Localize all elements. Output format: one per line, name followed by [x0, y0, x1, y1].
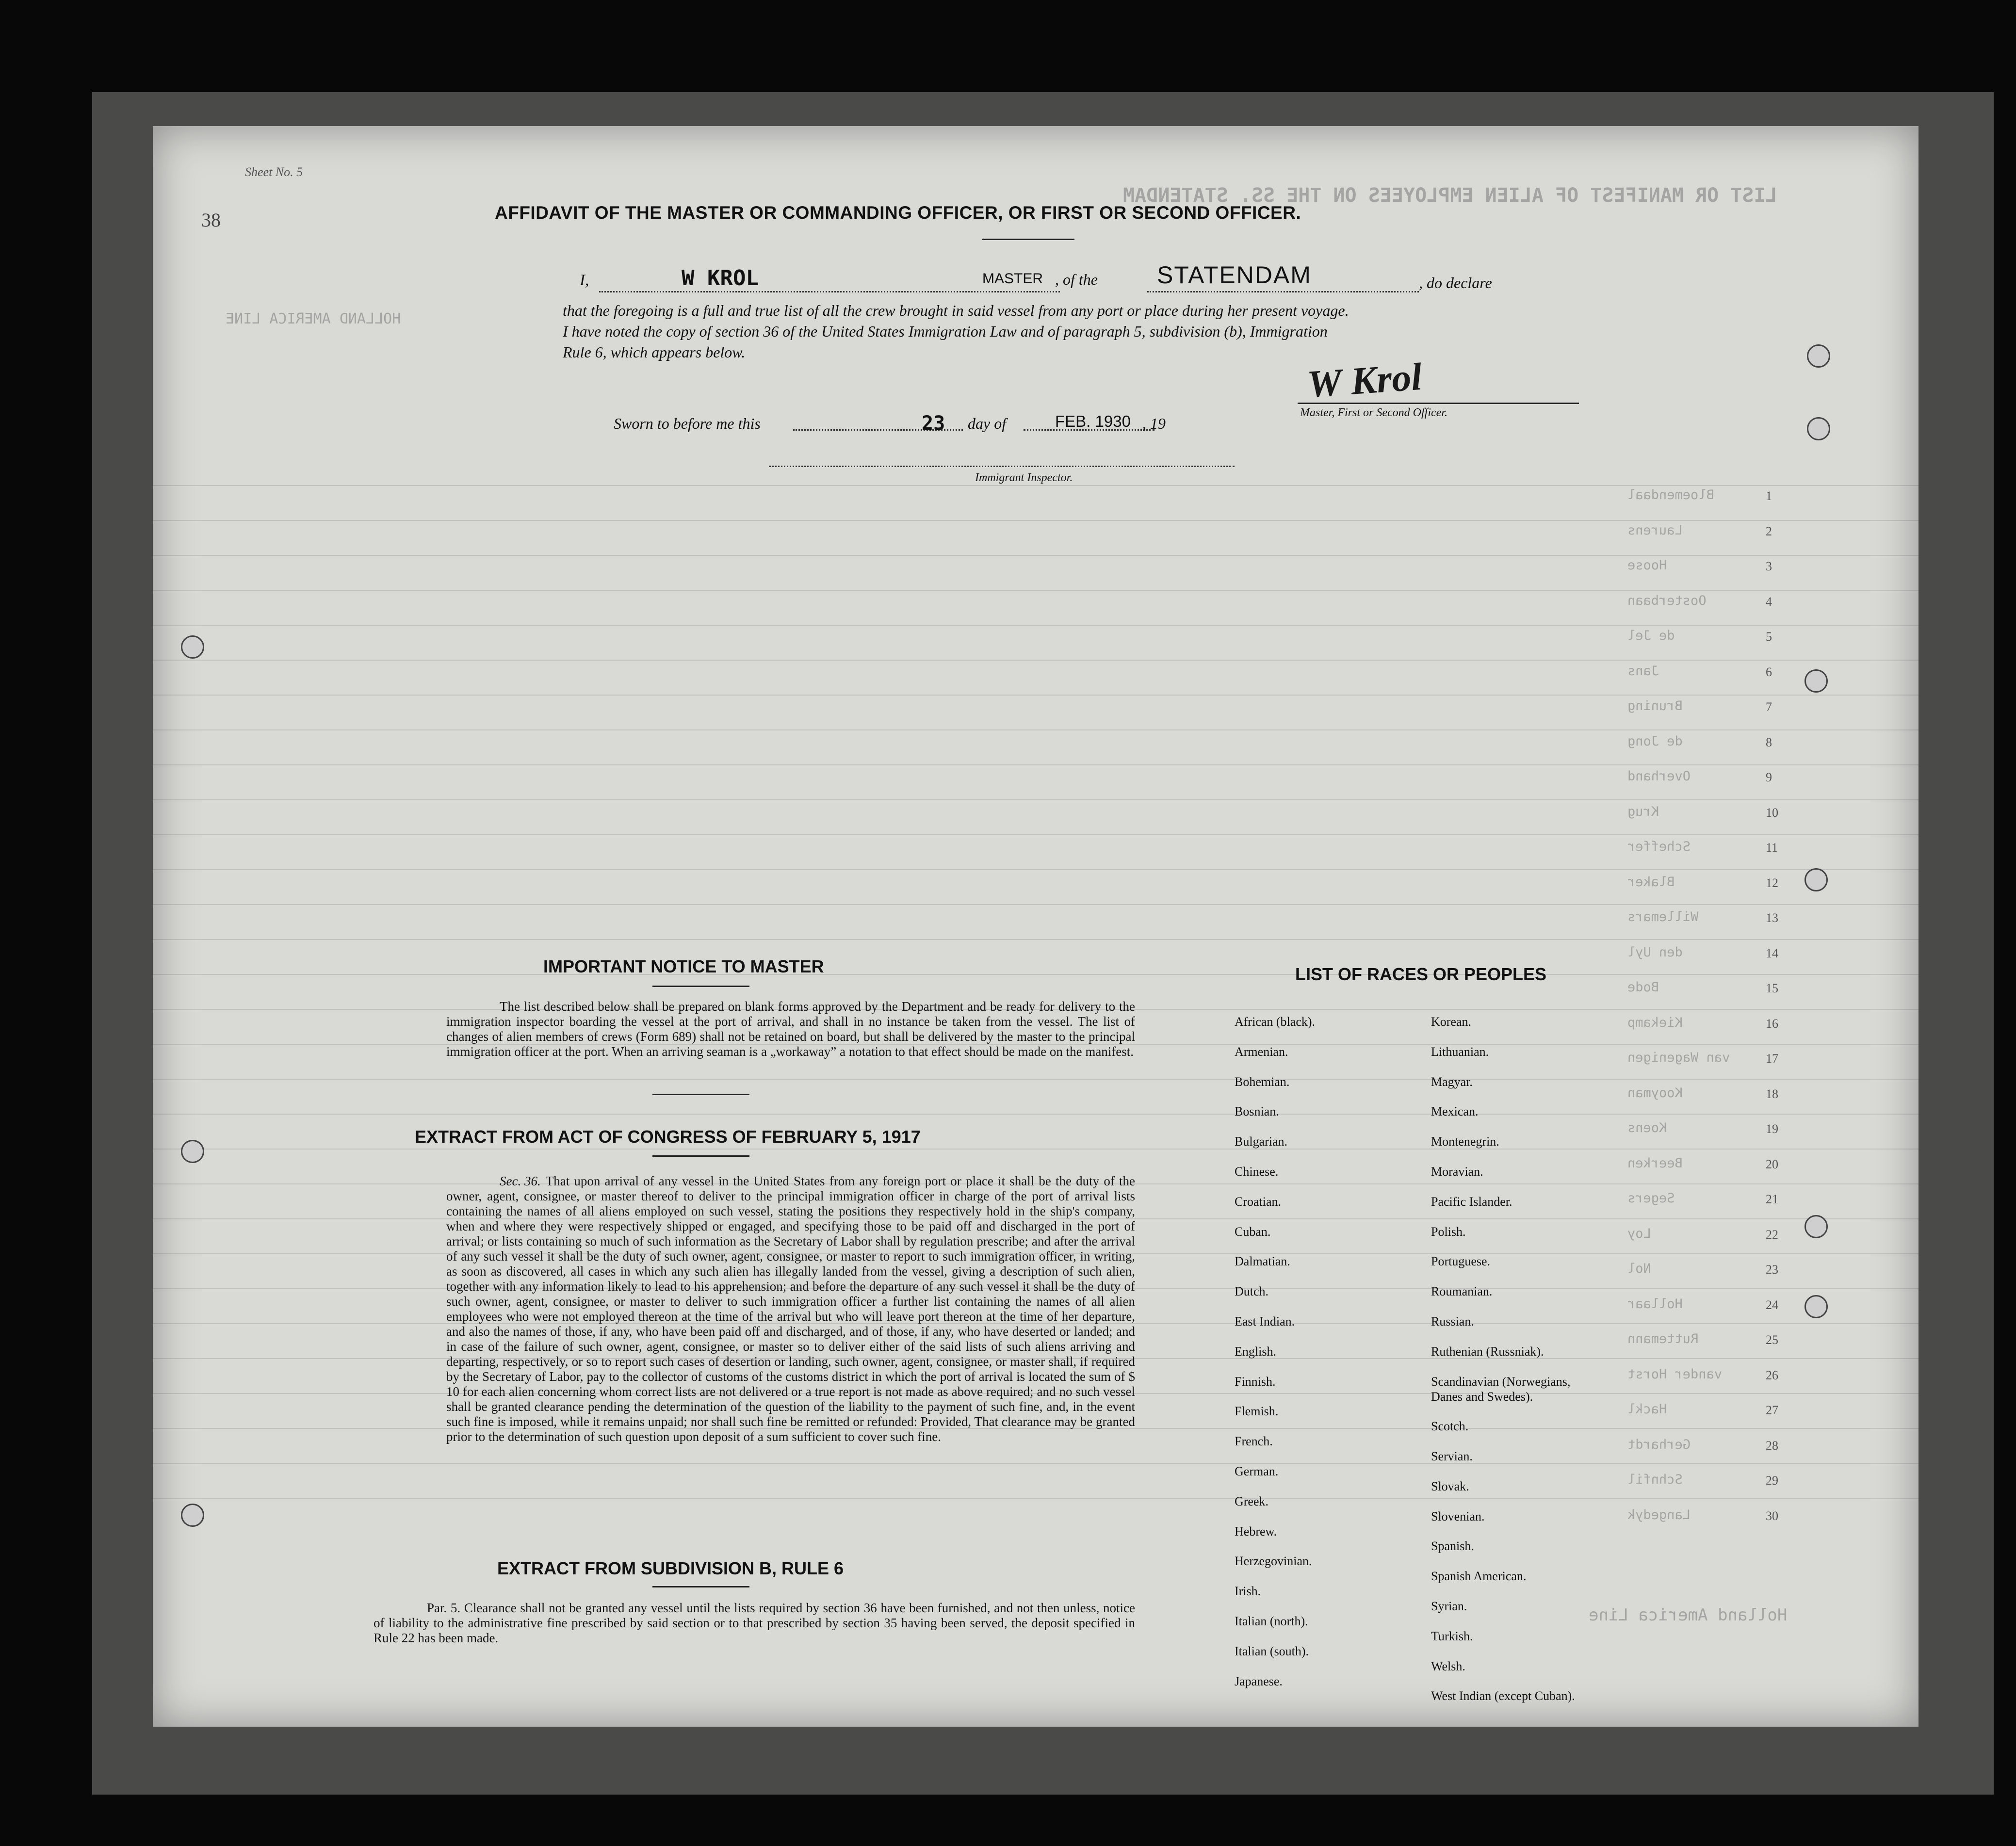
punch-hole: [1805, 1295, 1828, 1318]
race-item: Italian (north).: [1235, 1614, 1308, 1628]
ghost-crew-name: Ruttemann: [1627, 1331, 1699, 1346]
extract-act-body: [446, 1174, 1135, 1444]
ghost-crew-name: vander Horst: [1627, 1366, 1723, 1382]
punch-hole: [1805, 1215, 1828, 1238]
race-item: Montenegrin.: [1431, 1134, 1499, 1149]
race-item: Cuban.: [1235, 1224, 1271, 1239]
vessel-name: STATENDAM: [1157, 261, 1312, 289]
row-number: 20: [1766, 1157, 1778, 1171]
extract-rule-title: EXTRACT FROM SUBDIVISION B, RULE 6: [497, 1558, 844, 1578]
race-item: Danes and Swedes).: [1431, 1390, 1533, 1404]
race-item: German.: [1235, 1464, 1279, 1478]
ghost-reverse-cruise: HOLLAND AMERICA LINE: [226, 310, 401, 327]
punch-hole: [181, 635, 204, 659]
race-item: Welsh.: [1431, 1659, 1465, 1673]
notice-title: IMPORTANT NOTICE TO MASTER: [543, 956, 824, 976]
punch-hole: [1805, 868, 1828, 891]
row-number: 2: [1766, 524, 1772, 538]
sworn-day: 23: [922, 412, 945, 435]
ghost-crew-name: Loy: [1627, 1226, 1651, 1241]
race-item: Spanish American.: [1431, 1569, 1527, 1584]
affidavit-line-2: I have noted the copy of section 36 of the United States Immigration Law and of paragraph 5, subdivision (b), Immigration: [563, 323, 1328, 340]
row-number: 19: [1766, 1122, 1778, 1136]
race-item: Bulgarian.: [1235, 1134, 1288, 1149]
extract-rule-body: Par. 5. Clearance shall not be granted any vessel until the lists required by section 36 have been furnished, and not then unless, notice of liability to the administrative fine prescribed by said section or to that prescribed by section 35 having been served, the deposit specified in Rule 22 has been made.: [374, 1601, 1135, 1645]
title-underline: [982, 239, 1074, 240]
race-item: Chinese.: [1235, 1165, 1279, 1179]
race-item: French.: [1235, 1434, 1273, 1449]
day-of-label: day of: [968, 415, 1007, 432]
ghost-crew-name: Oosterbaan: [1627, 593, 1707, 608]
punch-hole: [1807, 344, 1830, 368]
row-number: 11: [1766, 841, 1778, 855]
race-item: Polish.: [1431, 1224, 1466, 1239]
race-item: Scotch.: [1431, 1419, 1469, 1434]
ghost-crew-name: Bruning: [1627, 698, 1683, 713]
ghost-crew-name: Langedyk: [1627, 1507, 1691, 1522]
row-number: 17: [1766, 1052, 1778, 1066]
ghost-crew-name: Overhand: [1627, 769, 1691, 784]
row-number: 6: [1766, 664, 1772, 679]
row-number: 10: [1766, 805, 1778, 820]
race-item: Servian.: [1431, 1449, 1473, 1463]
inspector-label: Immigrant Inspector.: [975, 471, 1073, 484]
race-item: Bohemian.: [1235, 1074, 1290, 1089]
race-item: Finnish.: [1235, 1374, 1276, 1389]
of-the-label: , of the: [1055, 271, 1098, 288]
affidavit-title: AFFIDAVIT OF THE MASTER OR COMMANDING OFFICER, OR FIRST OR SECOND OFFICER.: [495, 203, 1301, 223]
race-item: Herzegovinian.: [1235, 1554, 1312, 1569]
ghost-crew-name: Willemars: [1627, 909, 1699, 924]
ghost-crew-name: Kiekamp: [1627, 1015, 1683, 1030]
ghost-crew-name: de Jel: [1627, 628, 1675, 643]
punch-hole: [1807, 417, 1830, 440]
row-number: 28: [1766, 1438, 1778, 1453]
row-number: 24: [1766, 1297, 1778, 1312]
ghost-reverse-title: LIST OR MANIFEST OF ALIEN EMPLOYEES ON THE SS. STATENDAM: [1123, 184, 1777, 207]
row-number: 7: [1766, 700, 1772, 714]
race-item: West Indian (except Cuban).: [1431, 1689, 1575, 1703]
ghost-crew-name: Scheffer: [1627, 839, 1691, 854]
ghost-crew-name: Bloemendaal: [1627, 487, 1714, 502]
ghost-crew-name: Hoose: [1627, 558, 1667, 573]
ghost-crew-name: Blaker: [1627, 874, 1675, 890]
master-signature: W Krol: [1306, 355, 1424, 406]
master-role-line: Master, First or Second Officer.: [1300, 406, 1447, 419]
race-item: East Indian.: [1235, 1314, 1295, 1328]
race-item: Flemish.: [1235, 1404, 1279, 1419]
race-item: Russian.: [1431, 1314, 1474, 1328]
row-number: 5: [1766, 630, 1772, 644]
race-item: Turkish.: [1431, 1629, 1473, 1643]
race-item: Spanish.: [1431, 1539, 1474, 1554]
race-item: Lithuanian.: [1431, 1044, 1489, 1059]
row-number: 26: [1766, 1368, 1778, 1382]
punch-hole: [181, 1140, 204, 1163]
ghost-crew-name: Schnfil: [1627, 1472, 1683, 1487]
row-number: 15: [1766, 981, 1778, 995]
race-item: Magyar.: [1431, 1074, 1473, 1089]
row-number: 18: [1766, 1086, 1778, 1101]
punch-hole: [181, 1504, 204, 1527]
ghost-crew-name: Kooyman: [1627, 1085, 1683, 1101]
ghost-crew-name: Hackl: [1627, 1402, 1667, 1417]
ghost-crew-name: Krug: [1627, 804, 1659, 819]
sworn-year-suffix: , 19: [1142, 415, 1166, 432]
race-item: Slovenian.: [1431, 1509, 1485, 1523]
races-title: LIST OF RACES OR PEOPLES: [1295, 964, 1547, 984]
affidavit-line-3: Rule 6, which appears below.: [563, 343, 746, 361]
extract-act-text: That upon arrival of any vessel in the United States from any foreign port or place it shall be the duty of the owner, agent, consignee, or master thereof to deliver to the principal immigration officer in charge of the port of arrival lists containing the names of all aliens employed on such vessel, stating the positions they respectively hold in the ship's company, when and where they were respectively shipped or engaged, and specifying those to be paid off and discharged in the port of arrival; or lists containing so much of such information as the Secretary of Labor shall by regulation prescribe; and after the arrival of any such vessel it shall be the duty of such owner, agent, consignee, or master to report to such immigration officer, in writing, as soon as discovered, all cases in which any such alien has illegally landed from the vessel, giving a description of such alien, together with any information likely to lead to his apprehension; and before the departure of any such vessel it shall be the duty of such owner, agent, consignee, or master to deliver to such immigration officer a further list containing the names of all alien employees who were not employed thereon at the time of the arrival but who will leave port thereon at the time of her departure, and also the names of those, if any, who have been paid off and discharged, and of those, if any, who have deserted or landed; and in case of the failure of such owner, agent, consignee, or master so to deliver either of the said lists of such aliens arriving and departing, respectively, or so to report such cases of desertion or landing, such owner, agent, consignee, or master shall, if required by the Secretary of Labor, pay to the collector of customs of the customs district in which the port of arrival is located the sum of $ 10 for each alien concerning whom correct lists are not delivered or a true report is not made as above required; and no such vessel shall be granted clearance pending the determination of the question of the liability to the payment of such fine, and, in the event such fine is imposed, while it remains unpaid; nor shall such fine be remitted or refunded: Provided, That clearance may be granted prior to the determination of such question upon deposit of a sum sufficient to cover such fine.: [446, 1174, 1135, 1444]
ghost-crew-name: Beerken: [1627, 1155, 1683, 1171]
race-item: Portuguese.: [1431, 1254, 1491, 1269]
race-item: Japanese.: [1235, 1674, 1283, 1688]
race-item: Italian (south).: [1235, 1644, 1309, 1658]
ghost-crew-name: Koens: [1627, 1120, 1667, 1135]
race-item: Dutch.: [1235, 1284, 1269, 1299]
race-item: Roumanian.: [1431, 1284, 1493, 1299]
race-item: Slovak.: [1431, 1479, 1469, 1493]
row-number: 12: [1766, 875, 1778, 890]
ghost-line-name: Holland America Line: [1589, 1605, 1788, 1625]
ghost-crew-name: van Wagenigen: [1627, 1050, 1730, 1065]
race-item: English.: [1235, 1344, 1276, 1359]
row-number: 14: [1766, 946, 1778, 960]
ghost-crew-name: Nol: [1627, 1261, 1651, 1276]
row-number: 30: [1766, 1508, 1778, 1523]
i-label: I,: [580, 272, 589, 289]
notice-body: The list described below shall be prepared on blank forms approved by the Department and be ready for delivery to the immigration inspector boarding the vessel at the port of arrival, and shall in no instance be taken from the vessel. The list of changes of alien members of crews (Form 689) shall not be retained on board, but shall be delivered by the master to the principal immigration officer at the port. When an arriving seaman is a „workaway” a notation to that effect should be made on the manifest.: [446, 999, 1135, 1059]
race-item: Syrian.: [1431, 1599, 1467, 1613]
sworn-prefix: Sworn to before me this: [614, 415, 761, 432]
row-number: 9: [1766, 770, 1772, 784]
page-number: 38: [201, 209, 221, 231]
race-item: Armenian.: [1235, 1044, 1288, 1059]
race-item: Korean.: [1431, 1015, 1472, 1029]
race-item: Hebrew.: [1235, 1524, 1277, 1538]
race-item: Bosnian.: [1235, 1104, 1279, 1119]
race-item: Pacific Islander.: [1431, 1194, 1512, 1209]
row-number: 22: [1766, 1227, 1778, 1242]
row-number: 27: [1766, 1403, 1778, 1417]
row-number: 25: [1766, 1333, 1778, 1347]
ghost-crew-name: Gerhardt: [1627, 1437, 1691, 1452]
race-item: Croatian.: [1235, 1194, 1282, 1209]
row-number: 16: [1766, 1016, 1778, 1031]
race-item: Irish.: [1235, 1584, 1261, 1599]
manifest-sheet: [153, 126, 1918, 1727]
master-name: W KROL: [682, 266, 759, 291]
row-number: 8: [1766, 735, 1772, 749]
ghost-crew-name: Segers: [1627, 1191, 1675, 1206]
sworn-month: FEB. 1930: [1055, 412, 1131, 430]
row-number: 13: [1766, 911, 1778, 925]
ghost-crew-name: Hollaar: [1627, 1296, 1683, 1312]
ghost-crew-name: Bode: [1627, 980, 1659, 995]
race-item: Ruthenian (Russniak).: [1431, 1344, 1544, 1359]
punch-hole: [1805, 669, 1828, 693]
extract-act-title: EXTRACT FROM ACT OF CONGRESS OF FEBRUARY 5, 1917: [415, 1127, 921, 1147]
row-number: 4: [1766, 594, 1772, 609]
row-number: 3: [1766, 559, 1772, 573]
race-item: Scandinavian (Norwegians,: [1431, 1374, 1571, 1389]
ghost-crew-name: de Jong: [1627, 733, 1683, 749]
ghost-crew-name: Laurens: [1627, 522, 1683, 538]
ghost-crew-name: Jans: [1627, 663, 1659, 679]
do-declare-label: , do declare: [1419, 274, 1492, 291]
row-number: 23: [1766, 1263, 1778, 1277]
race-item: Mexican.: [1431, 1104, 1479, 1119]
ghost-crew-name: den Uyl: [1627, 944, 1683, 960]
extract-act-section: Sec. 36.: [500, 1174, 541, 1188]
race-item: African (black).: [1235, 1015, 1316, 1029]
sheet-number: Sheet No. 5: [245, 165, 303, 179]
row-number: 29: [1766, 1474, 1778, 1488]
row-number: 1: [1766, 489, 1772, 503]
row-number: 21: [1766, 1192, 1778, 1206]
race-item: Greek.: [1235, 1494, 1269, 1508]
master-label: MASTER: [982, 271, 1043, 287]
race-item: Dalmatian.: [1235, 1254, 1290, 1269]
affidavit-line-1: that the foregoing is a full and true list of all the crew brought in said vessel from any port or place during her present voyage.: [563, 302, 1349, 319]
race-item: Moravian.: [1431, 1165, 1483, 1179]
